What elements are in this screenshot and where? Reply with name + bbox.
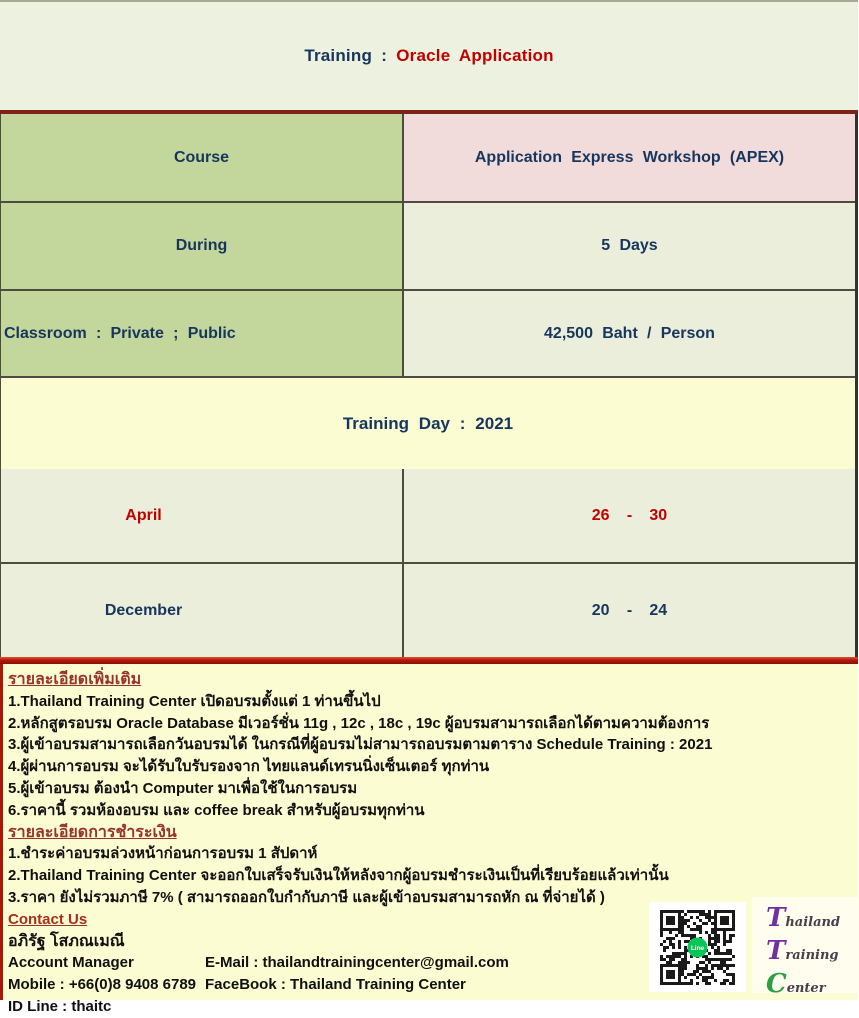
detail-item: 2.หลักสูตรอบรม Oracle Database มีเวอร์ชั่น 11g , 12c , 18c , 19c ผู้อบรมสามารถเลือกได้ตามความต้องการ: [8, 714, 710, 732]
course-label: Course: [173, 148, 230, 166]
detail-item: 3.ผู้เข้าอบรมสามารถเลือกวันอบรมได้ ในกรณีที่ผู้อบรมไม่สามารถอบรมตามตาราง Schedule Training : 2021: [8, 736, 713, 754]
page-title: [304, 46, 553, 66]
logo-line-center: Center: [766, 969, 826, 999]
line-qr-code: [649, 902, 746, 992]
detail-item: 4.ผู้ผ่านการอบรม จะได้รับใบรับรองจาก ไทยแลนด์เทรนนิ่งเซ็นเตอร์ ทุกท่าน: [8, 758, 490, 776]
course-value-cell: [404, 114, 855, 201]
course-table: [0, 114, 858, 657]
table-row-during: [1, 203, 855, 291]
april-dates-cell: [404, 469, 855, 562]
logo-line-training: Training: [766, 936, 839, 966]
april-dates: 26 - 30: [591, 506, 668, 524]
december-dates-cell: [404, 564, 855, 657]
contact-person-name: อภิรัฐ โสภณเมณี: [8, 932, 125, 950]
contact-role: Account Manager: [8, 954, 134, 972]
detail-item: 1.Thailand Training Center เปิดอบรมตั้งแต่ 1 ท่านขึ้นไป: [8, 692, 381, 710]
contact-row-spacer: [205, 996, 852, 1018]
april-label-cell: [1, 469, 404, 562]
course-value: Application Express Workshop (APEX): [474, 148, 785, 166]
training-day-header-row: [1, 378, 855, 469]
payment-item: 1.ชำระค่าอบรมล่วงหน้าก่อนการอบรม 1 สัปดาห์: [8, 845, 318, 863]
classroom-value-cell: [404, 291, 855, 376]
payment-item: 3.ราคา ยังไม่รวมภาษี 7% ( สามารถออกใบกำกับภาษี และผู้เข้าอบรมสามารถหัก ณ ที่จ่ายได้ ): [8, 888, 605, 906]
detail-item: 6.ราคานี้ รวมห้องอบรม และ coffee break สำหรับผู้อบรมทุกท่าน: [8, 801, 425, 819]
svg-text:Line: Line: [690, 944, 705, 952]
classroom-label: Classroom : Private ; Public: [4, 324, 236, 342]
additional-details-title: รายละเอียดเพิ่มเติม: [8, 671, 142, 688]
contact-mobile: Mobile : +66(0)8 9408 6789: [8, 976, 197, 994]
april-label: April: [125, 506, 162, 524]
contact-us-title: Contact Us: [8, 910, 88, 928]
during-label: During: [175, 237, 228, 254]
during-value-cell: [404, 203, 855, 289]
during-label-cell: [1, 203, 404, 289]
contact-email: E-Mail : thailandtrainingcenter@gmail.com: [205, 954, 509, 972]
logo-line-thailand: Thailand: [766, 903, 841, 933]
page-title-prefix: Training :: [304, 46, 388, 65]
page-title-main: Oracle Application: [396, 46, 554, 65]
during-value: 5 Days: [601, 237, 658, 254]
company-logo: [752, 897, 859, 999]
training-day-title: Training Day : 2021: [342, 413, 514, 433]
classroom-label-cell: [1, 291, 404, 376]
december-label-cell: [1, 564, 404, 657]
course-label-cell: [1, 114, 404, 201]
payment-details-title: รายละเอียดการชำระเงิน: [8, 823, 177, 841]
section-divider-bar: [0, 657, 858, 664]
december-dates: 20 - 24: [591, 601, 668, 619]
table-row-april: [1, 469, 855, 564]
contact-facebook: FaceBook : Thailand Training Center: [205, 976, 466, 994]
table-row-december: [1, 564, 855, 657]
payment-item: 2.Thailand Training Center จะออกใบเสร็จรับเงินให้หลังจากผู้อบรมชำระเงินเป็นที่เรียบร้อยแล้วเท่านั้น: [8, 867, 669, 885]
contact-line-id: ID Line : thaitc: [8, 997, 112, 1015]
contact-row: [8, 996, 852, 1018]
page-header: [0, 0, 858, 110]
december-label: December: [104, 601, 183, 619]
price-value: 42,500 Baht / Person: [544, 324, 715, 342]
table-row-classroom: [1, 291, 855, 378]
details-section: [0, 664, 858, 1015]
detail-item: 5.ผู้เข้าอบรม ต้องนำ Computer มาเพื่อใช้ในการอบรม: [8, 779, 358, 797]
table-row-course: [1, 114, 855, 203]
